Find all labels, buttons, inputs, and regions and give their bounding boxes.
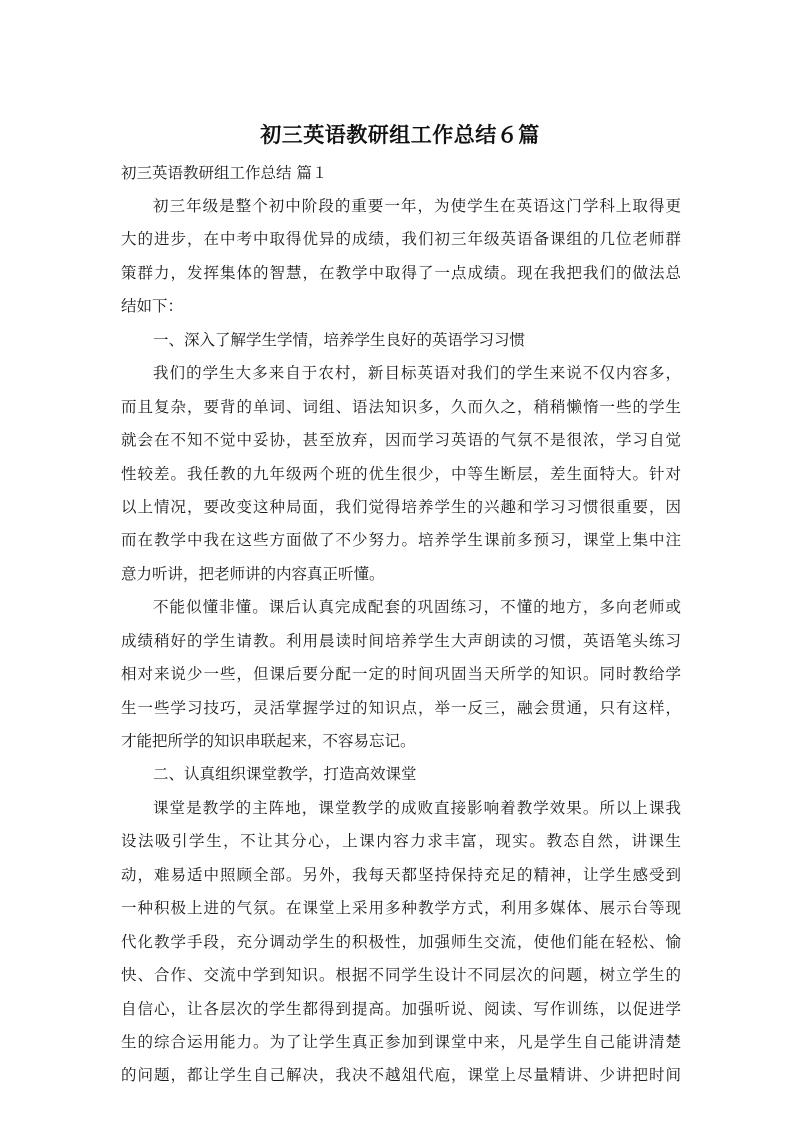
text-line: 生的综合运用能力。为了让学生真正参加到课堂中来，凡是学生自己能讲清楚 [121,1032,681,1051]
text-line: 动，难易适中照顾全部。另外，我每天都坚持保持充足的精神，让学生感受到 [121,865,681,884]
text-line: 二、认真组织课堂教学，打造高效课堂 [153,765,417,784]
document-subtitle: 初三英语教研组工作总结 篇１ [121,164,328,182]
text-line: 我们的学生大多来自于农村，新目标英语对我们的学生来说不仅内容多， [153,364,681,383]
text-line: 大的进步，在中考中取得优异的成绩，我们初三年级英语备课组的几位老师群 [121,230,681,249]
text-line: 的问题，都让学生自己解决，我决不越俎代庖，课堂上尽量精讲、少讲把时间 [121,1066,681,1085]
text-line: 初三年级是整个初中阶段的重要一年，为使学生在英语这门学科上取得更 [153,197,681,215]
text-line: 才能把所学的知识串联起来，不容易忘记。 [121,732,416,750]
text-line: 就会在不知不觉中妥协，甚至放弃，因而学习英语的气氛不是很浓，学习自觉 [121,431,681,450]
text-line: 意力听讲，把老师讲的内容真正听懂。 [121,564,385,583]
text-line: 代化教学手段，充分调动学生的积极性，加强师生交流，使他们能在轻松、愉 [121,932,681,951]
text-line: 一种积极上进的气氛。在课堂上采用多种教学方式，利用多媒体、展示台等现 [121,899,681,918]
text-line: 以上情况，要改变这种局面，我们觉得培养学生的兴趣和学习习惯很重要，因 [121,497,681,516]
text-line: 相对来说少一些，但课后要分配一定的时间巩固当天所学的知识。同时教给学 [121,665,681,684]
text-line: 快、合作、交流中学到知识。根据不同学生设计不同层次的问题，树立学生的 [121,966,681,985]
text-line: 而在教学中我在这些方面做了不少努力。培养学生课前多预习，课堂上集中注 [121,531,681,550]
text-line: 一、深入了解学生学情，培养学生良好的英语学习习惯 [153,330,526,349]
text-line: 成绩稍好的学生请教。利用晨读时间培养学生大声朗读的习惯，英语笔头练习 [121,631,681,650]
text-line: 不能似懂非懂。课后认真完成配套的巩固练习，不懂的地方，多向老师或 [153,598,681,617]
text-line: 课堂是教学的主阵地，课堂教学的成败直接影响着教学效果。所以上课我 [153,798,681,817]
document-body [121,190,681,1093]
text-line: 自信心，让各层次的学生都得到提高。加强听说、阅读、写作训练，以促进学 [121,999,681,1018]
text-line: 策群力，发挥集体的智慧，在教学中取得了一点成绩。现在我把我们的做法总 [121,263,681,282]
text-line: 生一些学习技巧，灵活掌握学过的知识点，举一反三，融会贯通，只有这样， [121,698,681,717]
text-line: 而且复杂，要背的单词、词组、语法知识多，久而久之，稍稍懒惰一些的学生 [121,397,681,416]
text-line: 结如下： [121,297,184,316]
text-line: 设法吸引学生，不让其分心，上课内容力求丰富，现实。教态自然，讲课生 [121,832,681,851]
text-line: 性较差。我任教的九年级两个班的优生很少，中等生断层，差生面特大。针对 [121,464,681,483]
document-title: 初三英语教研组工作总结６篇 [260,123,540,147]
